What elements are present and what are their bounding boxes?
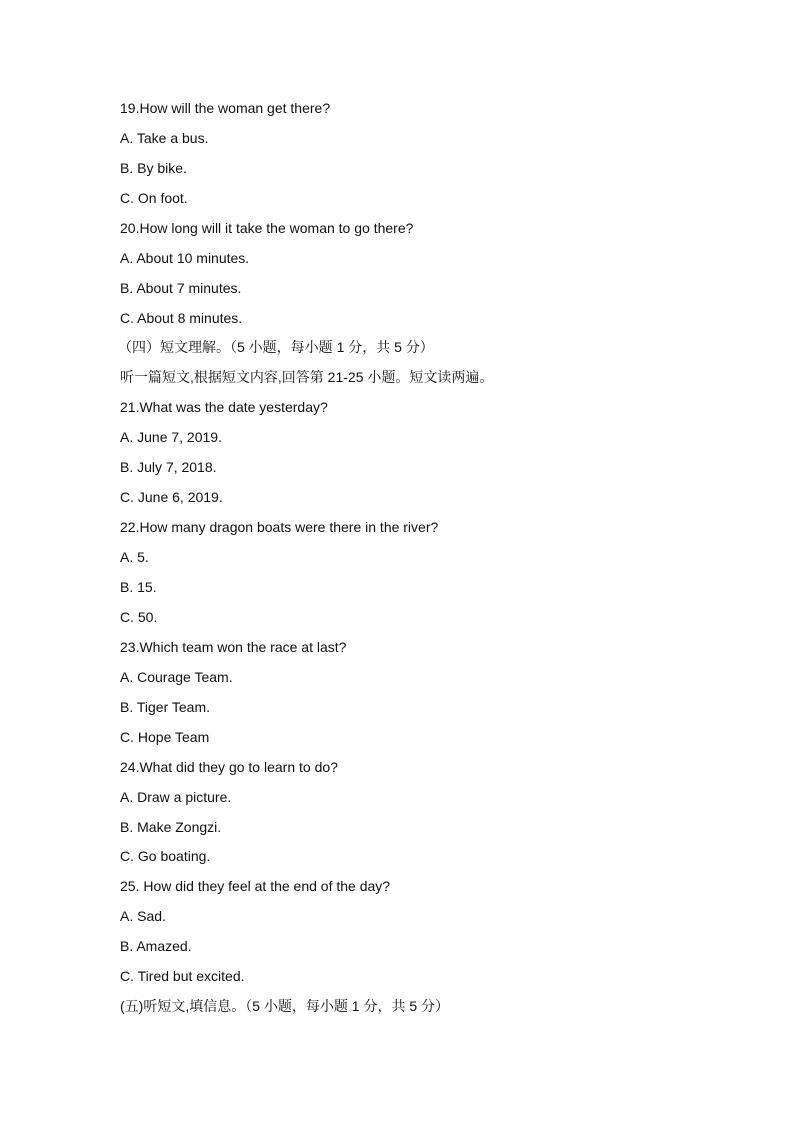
question-24: 24.What did they go to learn to do? [120,759,338,775]
option-24-c: C. Go boating. [120,848,211,864]
option-20-b: B. About 7 minutes. [120,280,242,296]
option-21-b: B. July 7, 2018. [120,459,217,475]
section-4-heading: （四）短文理解。（5 小题，每小题 1 分，共 5 分） [118,339,434,355]
question-21: 21.What was the date yesterday? [120,399,328,415]
question-20: 20.How long will it take the woman to go there? [120,220,414,236]
option-19-a: A. Take a bus. [120,130,209,146]
section-5-heading: (五)听短文,填信息。（5 小题，每小题 1 分，共 5 分） [120,998,450,1014]
option-24-a: A. Draw a picture. [120,789,232,805]
option-21-a: A. June 7, 2019. [120,429,222,445]
option-22-c: C. 50. [120,609,158,625]
option-19-c: C. On foot. [120,190,188,206]
question-23: 23.Which team won the race at last? [120,639,347,655]
option-23-c: C. Hope Team [120,729,210,745]
option-22-b: B. 15. [120,579,157,595]
question-25: 25. How did they feel at the end of the day? [120,878,391,894]
option-23-a: A. Courage Team. [120,669,233,685]
option-23-b: B. Tiger Team. [120,699,211,715]
question-22: 22.How many dragon boats were there in the river? [120,519,439,535]
option-20-c: C. About 8 minutes. [120,310,243,326]
option-25-a: A. Sad. [120,908,166,924]
question-19: 19.How will the woman get there? [120,100,331,116]
option-25-b: B. Amazed. [120,938,192,954]
section-4-instructions: 听一篇短文,根据短文内容,回答第 21-25 小题。短文读两遍。 [120,369,494,385]
option-19-b: B. By bike. [120,160,187,176]
option-25-c: C. Tired but excited. [120,968,245,984]
option-20-a: A. About 10 minutes. [120,250,250,266]
option-22-a: A. 5. [120,549,149,565]
option-21-c: C. June 6, 2019. [120,489,223,505]
option-24-b: B. Make Zongzi. [120,819,222,835]
